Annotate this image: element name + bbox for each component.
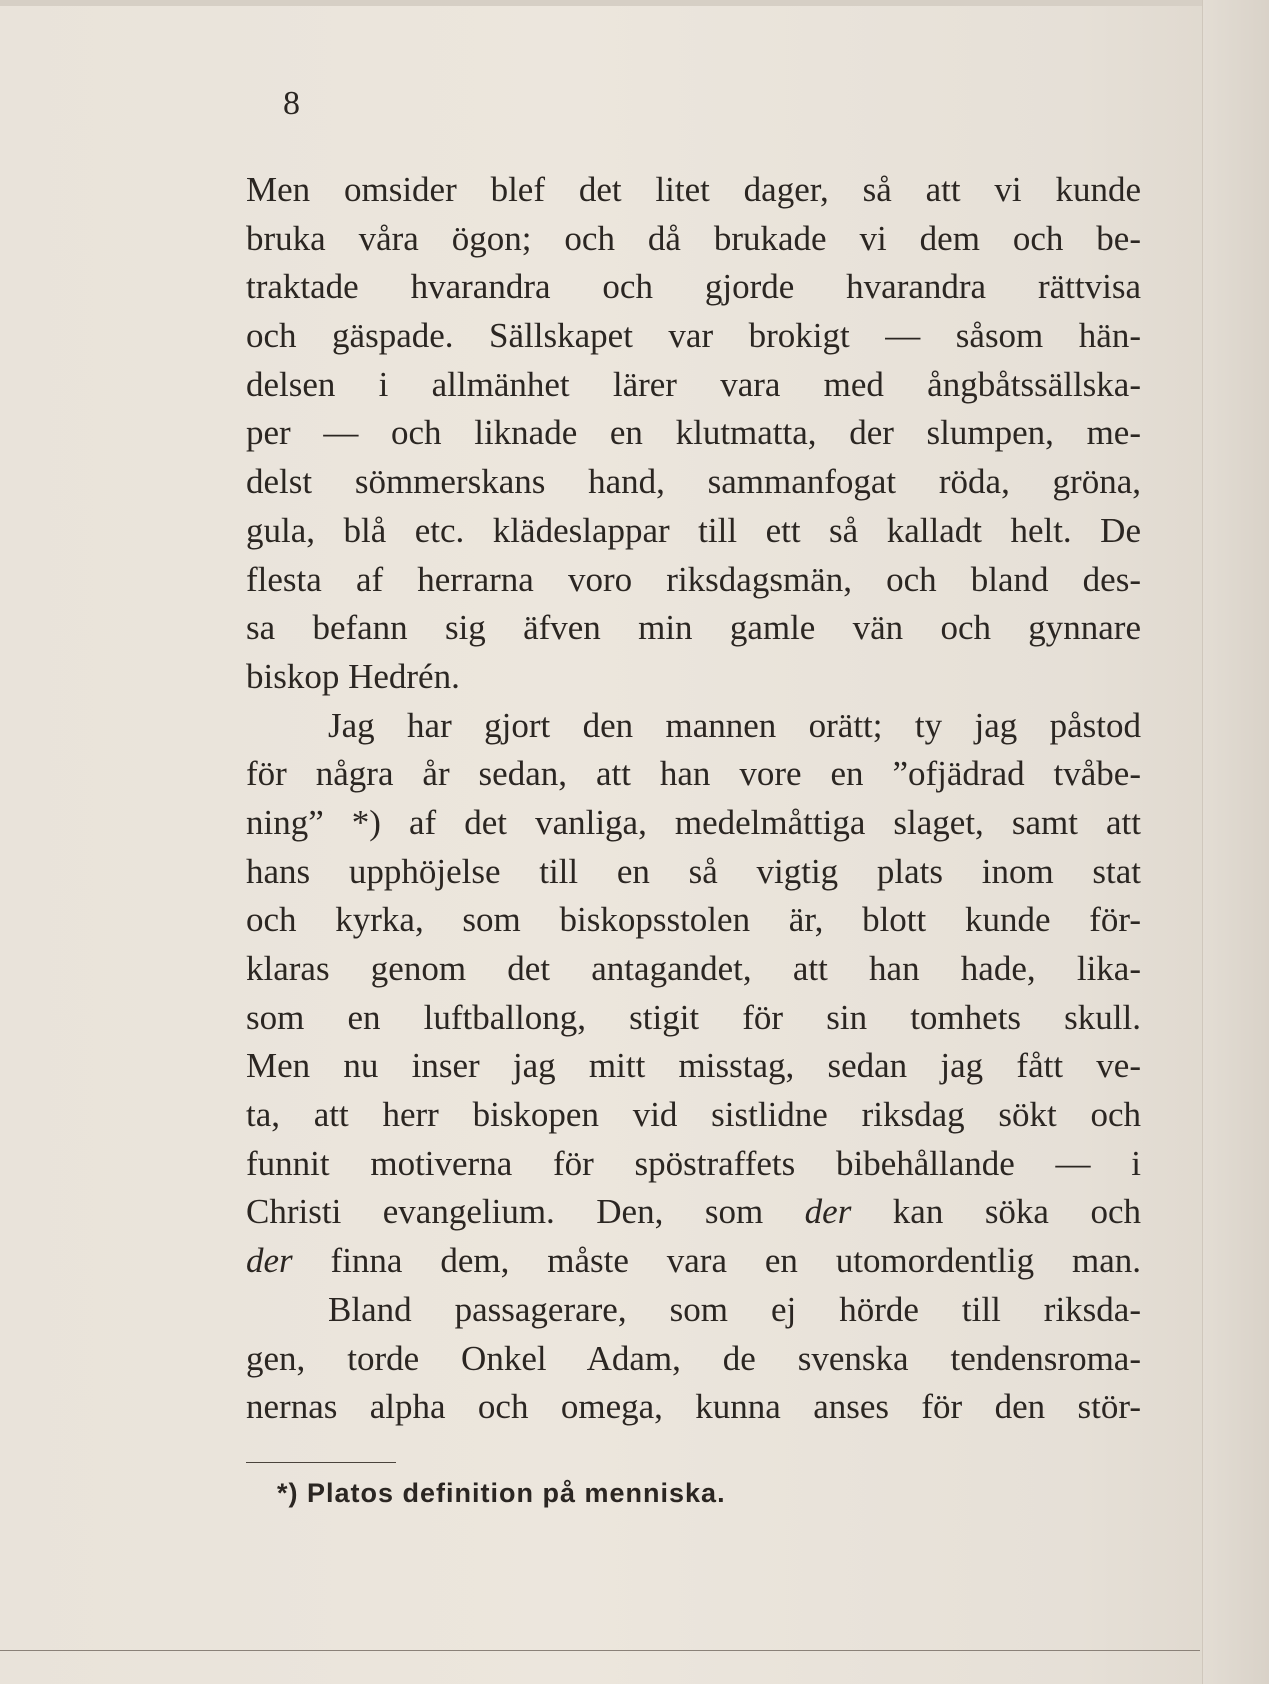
page-number: 8 bbox=[283, 85, 300, 122]
text-line: flesta af herrarna voro riksdagsmän, och bland des- bbox=[246, 559, 1141, 599]
text-line: Bland passagerare, som ej hörde till riksda- bbox=[328, 1289, 1141, 1329]
footnote: *) Platos definition på menniska. bbox=[277, 1478, 726, 1508]
text-line: Jag har gjort den mannen orätt; ty jag påstod bbox=[328, 705, 1141, 745]
italic-word: der bbox=[246, 1241, 293, 1281]
text-line: och gäspade. Sällskapet var brokigt — såsom hän- bbox=[246, 316, 1141, 356]
page-bottom-edge bbox=[0, 1650, 1200, 1651]
text-line: ta, att herr biskopen vid sistlidne riksdag sökt och bbox=[246, 1095, 1141, 1135]
text-line: sa befann sig äfven min gamle vän och gynnare bbox=[246, 608, 1141, 648]
text-line: traktade hvarandra och gjorde hvarandra rättvisa bbox=[246, 267, 1141, 307]
text-line: gen, torde Onkel Adam, de svenska tendensroma- bbox=[246, 1338, 1141, 1378]
text-line: per — och liknade en klutmatta, der slumpen, me- bbox=[246, 413, 1141, 453]
text-line: Men nu inser jag mitt misstag, sedan jag fått ve- bbox=[246, 1046, 1141, 1086]
italic-word: der bbox=[804, 1192, 852, 1232]
body-text bbox=[246, 166, 1141, 1432]
text-line: bruka våra ögon; och då brukade vi dem och be- bbox=[246, 218, 1141, 258]
text-segment: Christi evangelium. Den, som bbox=[246, 1192, 764, 1232]
footnote-divider bbox=[246, 1462, 396, 1463]
text-line: delsen i allmänhet lärer vara med ångbåtssällska- bbox=[246, 364, 1141, 404]
text-line bbox=[246, 1237, 1141, 1286]
text-line: biskop Hedrén. bbox=[246, 656, 460, 696]
text-line: och kyrka, som biskopsstolen är, blott kunde för- bbox=[246, 900, 1141, 940]
page-right-edge bbox=[1202, 0, 1269, 1684]
text-line: funnit motiverna för spöstraffets bibehållande — i bbox=[246, 1143, 1141, 1183]
text-line: Men omsider blef det litet dager, så att vi kunde bbox=[246, 170, 1141, 209]
text-line: ning” *) af det vanliga, medelmåttiga slaget, samt att bbox=[246, 802, 1141, 842]
text-line: nernas alpha och omega, kunna anses för den stör- bbox=[246, 1387, 1141, 1427]
text-line: gula, blå etc. klädeslappar till ett så kalladt helt. De bbox=[246, 510, 1141, 550]
page-top-edge bbox=[0, 0, 1269, 6]
text-line: klaras genom det antagandet, att han hade, lika- bbox=[246, 949, 1141, 988]
text-line: hans upphöjelse till en så vigtig plats inom stat bbox=[246, 851, 1141, 891]
text-segment: finna dem, måste vara en utomordentlig man. bbox=[330, 1241, 1142, 1281]
text-line bbox=[246, 1188, 1141, 1237]
text-line: för några år sedan, att han vore en ”ofjädrad tvåbe- bbox=[246, 754, 1141, 794]
text-segment: kan söka och bbox=[892, 1192, 1141, 1232]
text-line: som en luftballong, stigit för sin tomhets skull. bbox=[246, 997, 1141, 1037]
text-line: delst sömmerskans hand, sammanfogat röda, gröna, bbox=[246, 462, 1141, 502]
